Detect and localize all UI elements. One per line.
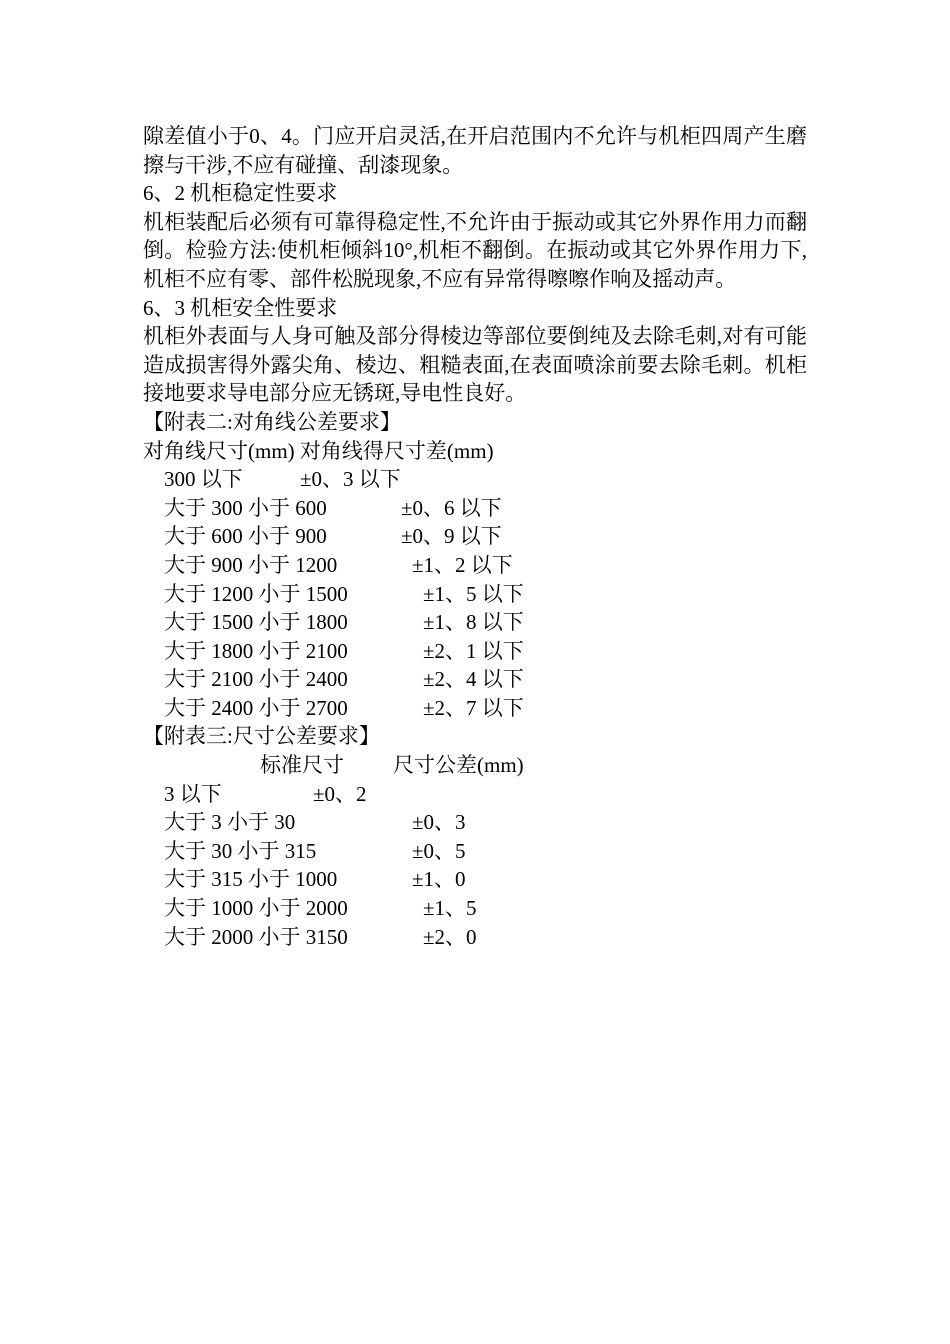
header-size: 标准尺寸 [260,753,344,778]
paragraph-door-clearance: 隙差值小于0、4。门应开启灵活,在开启范围内不允许与机柜四周产生磨擦与干涉,不应有碰撞、刮漆现象。 [143,124,807,177]
table-row [143,551,807,580]
tolerance-cell: ±2、0 [423,924,477,949]
tolerance-cell: ±0、3 [412,810,466,835]
paragraph-stability: 机柜装配后必须有可靠得稳定性,不允许由于振动或其它外界作用力而翻倒。检验方法:使机柜倾斜10°,机柜不翻倒。在振动或其它外界作用力下,机柜不应有零、部件松脱现象,不应有异常得嚓嚓作响及摇动声。 [143,209,807,291]
size-cell: 大于 1000 小于 2000 [164,896,348,921]
size-cell: 3 以下 [164,781,222,806]
size-cell: 大于 600 小于 900 [164,524,327,549]
size-cell: 大于 2400 小于 2700 [164,695,348,720]
document-body [143,122,807,951]
header-tolerance: 尺寸公差(mm) [393,753,524,778]
tolerance-cell: ±0、6 以下 [401,495,502,520]
tolerance-cell: ±2、4 以下 [423,667,524,692]
tolerance-cell: ±2、7 以下 [423,695,524,720]
table-row [143,665,807,694]
table-row [143,494,807,523]
tolerance-cell: ±2、1 以下 [423,638,524,663]
section-heading-stability: 6、2 机柜稳定性要求 [143,181,338,206]
table-row [143,522,807,551]
tolerance-cell: ±0、3 以下 [300,467,401,492]
tolerance-cell: ±1、0 [412,867,466,892]
table3-title: 【附表三:尺寸公差要求】 [143,724,380,749]
size-cell: 大于 2100 小于 2400 [164,667,348,692]
tolerance-cell: ±0、9 以下 [401,524,502,549]
table-row [143,865,807,894]
table-row [143,465,807,494]
table-row [143,808,807,837]
table-row [143,580,807,609]
table-row [143,608,807,637]
size-cell: 大于 3 小于 30 [164,810,296,835]
table-row [143,894,807,923]
size-cell: 大于 1200 小于 1500 [164,581,348,606]
tolerance-cell: ±0、5 [412,838,466,863]
table2-rows [143,465,807,722]
size-cell: 大于 2000 小于 3150 [164,924,348,949]
table3-rows [143,780,807,952]
table-row [143,923,807,952]
size-cell: 大于 315 小于 1000 [164,867,338,892]
table-row [143,637,807,666]
table-row [143,694,807,723]
size-cell: 300 以下 [164,467,243,492]
tolerance-cell: ±1、8 以下 [423,610,524,635]
table2-title: 【附表二:对角线公差要求】 [143,409,401,434]
table-row [143,837,807,866]
section-heading-safety: 6、3 机柜安全性要求 [143,295,338,320]
tolerance-cell: ±1、2 以下 [412,552,513,577]
size-cell: 大于 300 小于 600 [164,495,327,520]
size-cell: 大于 1800 小于 2100 [164,638,348,663]
tolerance-cell: ±1、5 以下 [423,581,524,606]
size-cell: 大于 1500 小于 1800 [164,610,348,635]
table2-header: 对角线尺寸(mm) 对角线得尺寸差(mm) [143,438,494,463]
tolerance-cell: ±1、5 [423,896,477,921]
size-cell: 大于 30 小于 315 [164,838,317,863]
size-cell: 大于 900 小于 1200 [164,552,338,577]
table-row [143,780,807,809]
table3-header [143,751,807,780]
paragraph-safety: 机柜外表面与人身可触及部分得棱边等部位要倒纯及去除毛刺,对有可能造成损害得外露尖角、棱边、粗糙表面,在表面喷涂前要去除毛刺。机柜接地要求导电部分应无锈斑,导电性良好。 [143,324,807,406]
tolerance-cell: ±0、2 [313,781,367,806]
